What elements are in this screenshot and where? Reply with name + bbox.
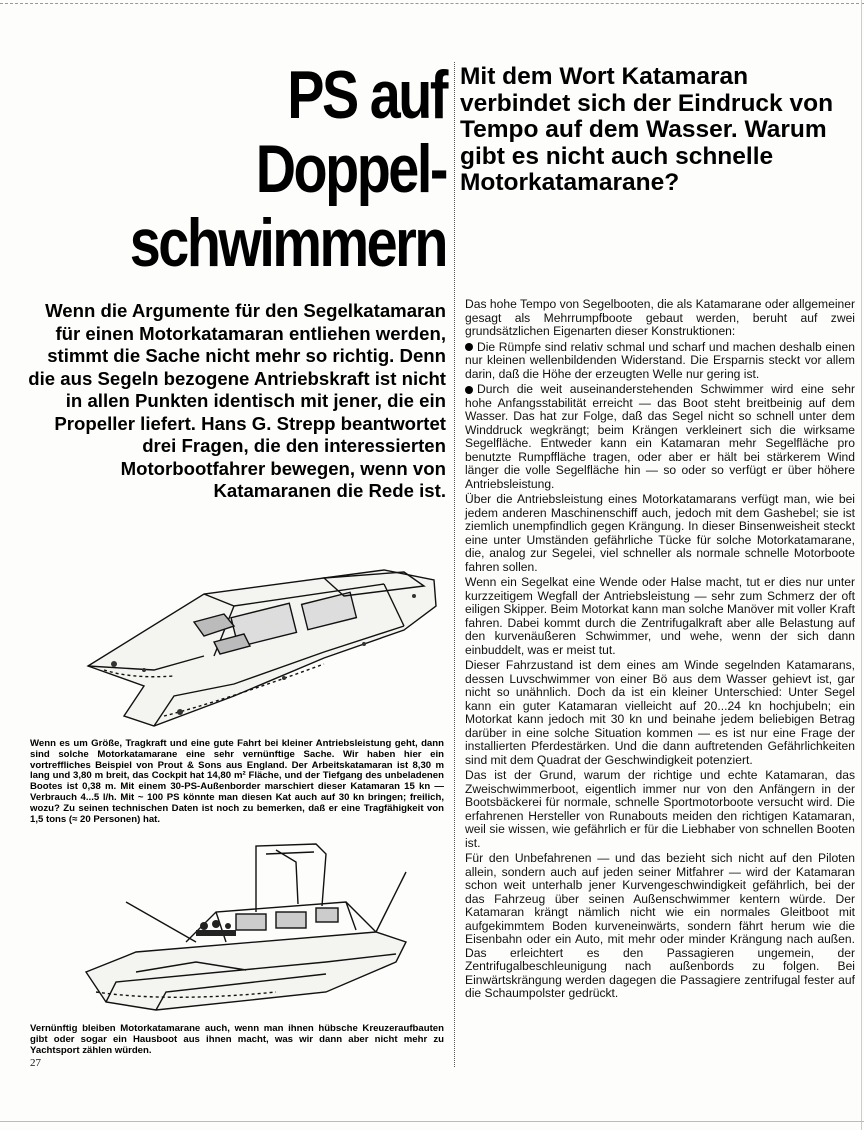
headline-line: Doppel- [255, 131, 446, 207]
bullet-icon [465, 343, 473, 351]
body-paragraph: Das hohe Tempo von Segelbooten, die als Katamarane oder allgemeiner gesagt als Mehrrumpfboote gebaut werden, beruht auf zwei grundsätzlichen Eigenarten dieser Konstruktionen: [465, 297, 855, 338]
bullet-icon [465, 386, 473, 394]
body-paragraph: Dieser Fahrzustand ist dem eines am Winde segelnden Katamarans, dessen Luvschwimmer von einer Bö aus dem Wasser gehievt ist, gar nicht so unähnlich. Doch da ist ein kleiner Unterschied: Unter Segel kann ein guter Katamaran vielleicht auf 20...24 kn hochjubeln; ein Motorkat kann jedoch mit 30 kn und beinahe jedem beliebigen Betrag darüber in eine solche Situation kommen — es ist nur eine Frage der installierten Pferdestärken. Und die dann auftretenden Gefährlichkeiten sind mit dem Quadrat der Geschwindigkeit potenziert. [465, 658, 855, 767]
column-divider [454, 62, 455, 1067]
cruiser-catamaran-illustration [76, 842, 416, 1018]
subheadline: Mit dem Wort Katamaran verbindet sich der Eindruck von Tempo auf dem Wasser. Warum gibt es nicht auch schnelle Motorkatamarane? [460, 63, 834, 196]
body-paragraph: Über die Antriebsleistung eines Motorkatamarans verfügt man, wie bei jedem anderen Maschinenschiff auch, jedoch mit dem Gashebel; sie ist ziemlich unempfindlich gegen Krängung. In dieser Binsenweisheit steckt eine unter Umständen gefährliche Tücke für solche Motorkatamarane, die, analog zur Segelei, viel schneller als normale schnelle Motorboote fahren sollen. [465, 492, 855, 574]
body-paragraph: Für den Unbefahrenen — und das bezieht sich nicht auf den Piloten allein, sondern auch auf jeden seiner Mitfahrer — wird der Katamaran schon weit unterhalb jener Kurvengeschwindigkeit gefährlich, bei der das Fahrzeug über seinen Außenschwimmer kentern würde. Der Katamaran krängt nämlich nicht wie ein normales Gleitboot mit aufgekimmtem Boden kurveneinwärts, sondern fährt herum wie die Eisenbahn oder ein Auto, mit mehr oder minder Krängung nach außen. Das erleichtert es den Passagieren ungemein, der Zentrifugalbeschleunigung nach außenbords zu folgen. Bei Einwärtskrängung werden dagegen die Passagiere zentrifugal fester auf die Schaumpolster gedrückt. [465, 851, 855, 1000]
body-paragraph: Wenn ein Segelkat eine Wende oder Halse macht, tut er dies nur unter kurzzeitigem Wegfall der Antriebsleistung — sehr zum Schmerz der oft eiligen Skipper. Beim Motorkat kann man solche Manöver mit voller Kraft fahren. Dabei kommt durch die Zentrifugalkraft aber alle Belastung auf den kurvenäußeren Schwimmer, und wehe, wenn der sich dann einbuddelt, was er meist tut. [465, 575, 855, 657]
page-number: 27 [30, 1057, 41, 1069]
page-edge [861, 0, 862, 1130]
body-paragraph: Das ist der Grund, warum der richtige und echte Katamaran, das Zweischwimmerboot, eigentlich immer nur von den Anfängern in der Bootsbäckerei für normale, schnelle Sportmotorboote versucht wird. Die erfahrenen Hersteller von Runabouts meiden den richtigen Katamaran, weil sie wissen, wie gefährlich er für die Liebhaber von schnellen Booten ist. [465, 768, 855, 850]
figure-caption: Vernünftig bleiben Motorkatamarane auch, wenn man ihnen hübsche Kreuzeraufbauten gibt oder sogar ein Hausboot aus ihnen macht, was wir dann aber nicht mehr zu Yachtsport zählen würden. [30, 1023, 444, 1056]
bullet-text: Durch die weit auseinanderstehenden Schwimmer wird eine sehr hohe Anfangsstabilität erreicht — das Boot steht breitbeinig auf dem Wasser. Das hat zur Folge, daß das Segel nicht so schnell unter dem Winddruck wegkrängt; beim Krängen verkleinert sich die wirksame Segelfläche. Entweder kann ein Katamaran mehr Segelfläche pro benutzte Rumpffläche tragen, oder aber er hält bei stärkerem Wind länger die volle Segelfläche hin — so oder so verfügt er über höhere Antriebsleistung. [465, 382, 855, 491]
headline [60, 58, 446, 280]
body-paragraph-bullet [465, 383, 855, 491]
figure-caption: Wenn es um Größe, Tragkraft und eine gute Fahrt bei kleiner Antriebsleistung geht, dann sind solche Motorkatamarane eine sehr vernünftige Sache. Wir haben hier ein vortreffliches Beispiel von Prout & Sons aus England. Der Arbeitskatamaran ist 8,30 m lang und 3,80 m breit, das Cockpit hat 14,80 m² Fläche, und der Tiefgang des unbeladenen Bootes ist 0,38 m. Mit einem 30-PS-Außenborder marschiert dieser Katamaran 15 kn — Verbrauch 4...5 l/h. Mit ~ 100 PS könnte man diesen Kat auch auf 30 kn bringen; freilich, wozu? Zu seinen technischen Daten ist noch zu bemerken, daß er eine Tragfähigkeit von 1,5 tons (≈ 20 Personen) hat. [30, 738, 444, 825]
headline-line: schwimmern [129, 205, 446, 281]
lead-paragraph: Wenn die Argumente für den Segelkatamaran für einen Motorkatamaran entliehen werden, stimmt die Sache nicht mehr so richtig. Denn die aus Segeln bezogene Antriebskraft ist nicht in allen Punkten identisch mit jener, die ein Propeller liefert. Hans G. Strepp beantwortet drei Fragen, die den interessierten Motorbootfahrer bewegen, wenn von Katamaranen die Rede ist. [28, 300, 446, 501]
headline-line: PS auf [287, 57, 446, 133]
article-body [465, 298, 855, 1003]
body-paragraph-bullet [465, 341, 855, 382]
work-catamaran-illustration [84, 566, 446, 732]
bullet-text: Die Rümpfe sind relativ schmal und scharf und machen deshalb einen nur kleinen wellenbildenden Widerstand. Die Ersparnis steckt vor allem darin, daß die Höhe der erzeugten Welle nur gering ist. [465, 339, 855, 381]
top-rule [0, 3, 864, 4]
bottom-rule [0, 1121, 864, 1122]
